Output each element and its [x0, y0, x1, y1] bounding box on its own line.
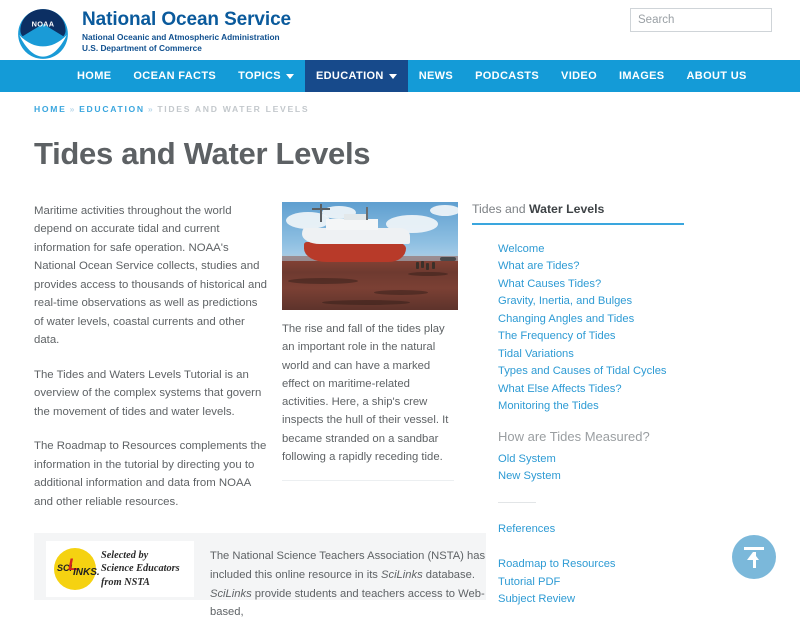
crew-figure	[416, 262, 419, 269]
sidebar-heading-bold: Water Levels	[528, 202, 605, 216]
nsta-scilinks-mention-2: SciLinks	[210, 587, 252, 600]
svg-text:NOAA: NOAA	[31, 19, 55, 29]
nav-item-label: HOME	[77, 70, 112, 82]
brand-department-line: U.S. Department of Commerce	[82, 43, 202, 54]
nav-item-label: IMAGES	[619, 70, 665, 82]
sidebar-heading-normal: Tides and	[472, 202, 529, 216]
sidebar-item-what-else-affects-tides[interactable]: What Else Affects Tides?	[498, 382, 622, 395]
nav-item-label: OCEAN FACTS	[133, 70, 217, 82]
ship-mast	[320, 204, 322, 222]
site-header	[0, 0, 800, 60]
sidebar-spacer	[472, 538, 684, 556]
noaa-logo[interactable]	[14, 8, 72, 60]
nsta-text-part2: database.	[422, 568, 475, 581]
nav-item-about-us[interactable]	[676, 60, 758, 92]
breadcrumb-education[interactable]: EDUCATION	[79, 104, 145, 114]
nav-item-label: TOPICS	[238, 70, 281, 82]
crew-figure	[421, 261, 424, 268]
nav-item-topics[interactable]	[227, 60, 305, 92]
distant-boat	[440, 257, 456, 261]
intro-paragraph: Maritime activities throughout the world depend on accurate tidal and current information for safe operation. NOAA's National Ocean Service collects, studies and provides access to thousands of historical and real-time observations as well as predictions of water levels, coastal currents and other data.	[34, 205, 268, 347]
ship-hull-white	[302, 228, 410, 244]
sidebar-sublink-list	[472, 451, 684, 486]
mud-streak	[288, 278, 358, 284]
scroll-to-top-button[interactable]	[732, 535, 776, 579]
intro-paragraph: The Tides and Waters Levels Tutorial is an overview of the complex systems that govern the movement of tides and water levels.	[34, 368, 262, 418]
scilinks-logo-box	[46, 541, 194, 597]
nav-item-label: VIDEO	[561, 70, 597, 82]
breadcrumb-current: TIDES AND WATER LEVELS	[157, 104, 310, 114]
nav-item-home[interactable]	[66, 60, 122, 92]
breadcrumb	[0, 92, 800, 114]
nsta-text-part3: provide students and teachers access to Web-based,	[210, 587, 485, 619]
ship-deckhouse	[326, 219, 378, 230]
ship-yardarm	[312, 208, 330, 210]
intro-paragraph: The Roadmap to Resources complements the information in the tutorial by directing you to additional information and data from NOAA and other reliable resources.	[34, 440, 267, 508]
cloud-decoration	[430, 205, 458, 216]
arrow-up-to-bar-icon	[744, 547, 764, 550]
page-title: Tides and Water Levels	[34, 136, 371, 171]
ship-hull-red	[304, 242, 406, 262]
sidebar-item-old-system[interactable]: Old System	[498, 452, 556, 465]
sidebar-item-roadmap-to-resources[interactable]: Roadmap to Resources	[498, 558, 616, 571]
nav-item-education[interactable]	[305, 60, 408, 92]
crew-figure	[426, 263, 429, 270]
search-input[interactable]	[630, 8, 772, 32]
sidebar-item-tidal-variations[interactable]: Tidal Variations	[498, 347, 574, 360]
mud-streak	[322, 300, 410, 305]
sidebar-item-tutorial-pdf[interactable]: Tutorial PDF	[498, 575, 561, 588]
nsta-text-part1: The National Science Teachers Association (NSTA) has included this online resource in its	[210, 550, 486, 581]
brand-title: National Ocean Service	[82, 9, 292, 30]
nav-item-podcasts[interactable]	[464, 60, 550, 92]
ship-mast	[366, 207, 368, 220]
breadcrumb-separator-1: »	[69, 104, 77, 114]
nav-item-label: NEWS	[418, 70, 454, 82]
sidebar-item-welcome[interactable]: Welcome	[498, 243, 545, 255]
sidebar-references-group	[472, 521, 684, 538]
sidebar-item-types-and-causes-of-tidal-cycles[interactable]: Types and Causes of Tidal Cycles	[498, 365, 667, 378]
scilinks-badge-icon	[54, 548, 100, 590]
caption-divider	[282, 480, 454, 481]
nav-item-label: ABOUT US	[686, 70, 747, 82]
chevron-down-icon	[286, 74, 294, 79]
sidebar-link-list	[472, 241, 684, 416]
scilinks-tagline-line3: from NSTA	[101, 576, 150, 588]
ship-upper-deck	[344, 214, 368, 220]
nav-item-news[interactable]	[408, 60, 464, 92]
noaa-seagull-logo	[14, 8, 72, 60]
sidebar-footer-link-list	[472, 556, 684, 608]
nsta-description	[194, 541, 486, 622]
sidebar-item-references[interactable]: References	[498, 522, 556, 535]
sidebar-subheading: How are Tides Measured?	[498, 428, 650, 444]
chevron-down-icon	[389, 74, 397, 79]
brand-block	[82, 6, 291, 54]
nav-item-label: EDUCATION	[315, 70, 384, 82]
nav-item-video[interactable]	[550, 60, 608, 92]
sidebar-accent-rule	[472, 223, 684, 225]
scilinks-tagline-line2: Science Educators	[101, 563, 180, 575]
nav-item-label: PODCASTS	[475, 70, 540, 82]
breadcrumb-home[interactable]: HOME	[34, 104, 67, 114]
arrow-shaft	[753, 552, 756, 568]
sidebar	[472, 202, 684, 609]
sidebar-heading	[472, 202, 684, 223]
sidebar-item-gravity-inertia-and-bulges[interactable]: Gravity, Inertia, and Bulges	[498, 295, 633, 308]
sidebar-item-the-frequency-of-tides[interactable]: The Frequency of Tides	[498, 330, 616, 343]
brand-subtitle	[82, 32, 291, 54]
brand-agency-line: National Oceanic and Atmospheric Administration	[82, 31, 280, 42]
sidebar-item-subject-review[interactable]: Subject Review	[498, 593, 576, 606]
scilinks-badge-l: L	[68, 555, 79, 574]
scilinks-tagline	[101, 549, 180, 589]
breadcrumb-separator-2: »	[147, 104, 155, 114]
sidebar-item-monitoring-the-tides[interactable]: Monitoring the Tides	[498, 400, 599, 413]
sidebar-divider	[498, 502, 536, 503]
main-navigation	[0, 60, 800, 92]
nav-item-images[interactable]	[608, 60, 676, 92]
scilinks-badge-sci: SCI	[57, 563, 73, 573]
scilinks-badge-inks: INKS.	[73, 567, 100, 578]
mud-streak	[374, 290, 428, 295]
sidebar-item-new-system[interactable]: New System	[498, 470, 561, 483]
crew-figure	[432, 262, 435, 269]
sidebar-item-changing-angles-and-tides[interactable]: Changing Angles and Tides	[498, 312, 635, 325]
nav-item-ocean-facts[interactable]	[122, 60, 227, 92]
sidebar-item-what-causes-tides[interactable]: What Causes Tides?	[498, 277, 602, 290]
nsta-scilinks-panel	[34, 533, 486, 619]
mud-streak	[408, 272, 448, 276]
nsta-scilinks-mention-1: SciLinks	[381, 568, 423, 581]
sidebar-item-what-are-tides[interactable]: What are Tides?	[498, 260, 580, 273]
grounded-ship-photo	[282, 202, 458, 310]
scilinks-tagline-line1: Selected by	[101, 549, 149, 561]
photo-caption: The rise and fall of the tides play an important role in the natural world and can have a marked effect on maritime-related activities. Here, a ship's crew inspects the hull of their vessel. It became stranded on a sandbar following a rapidly receding tide.	[282, 323, 449, 464]
